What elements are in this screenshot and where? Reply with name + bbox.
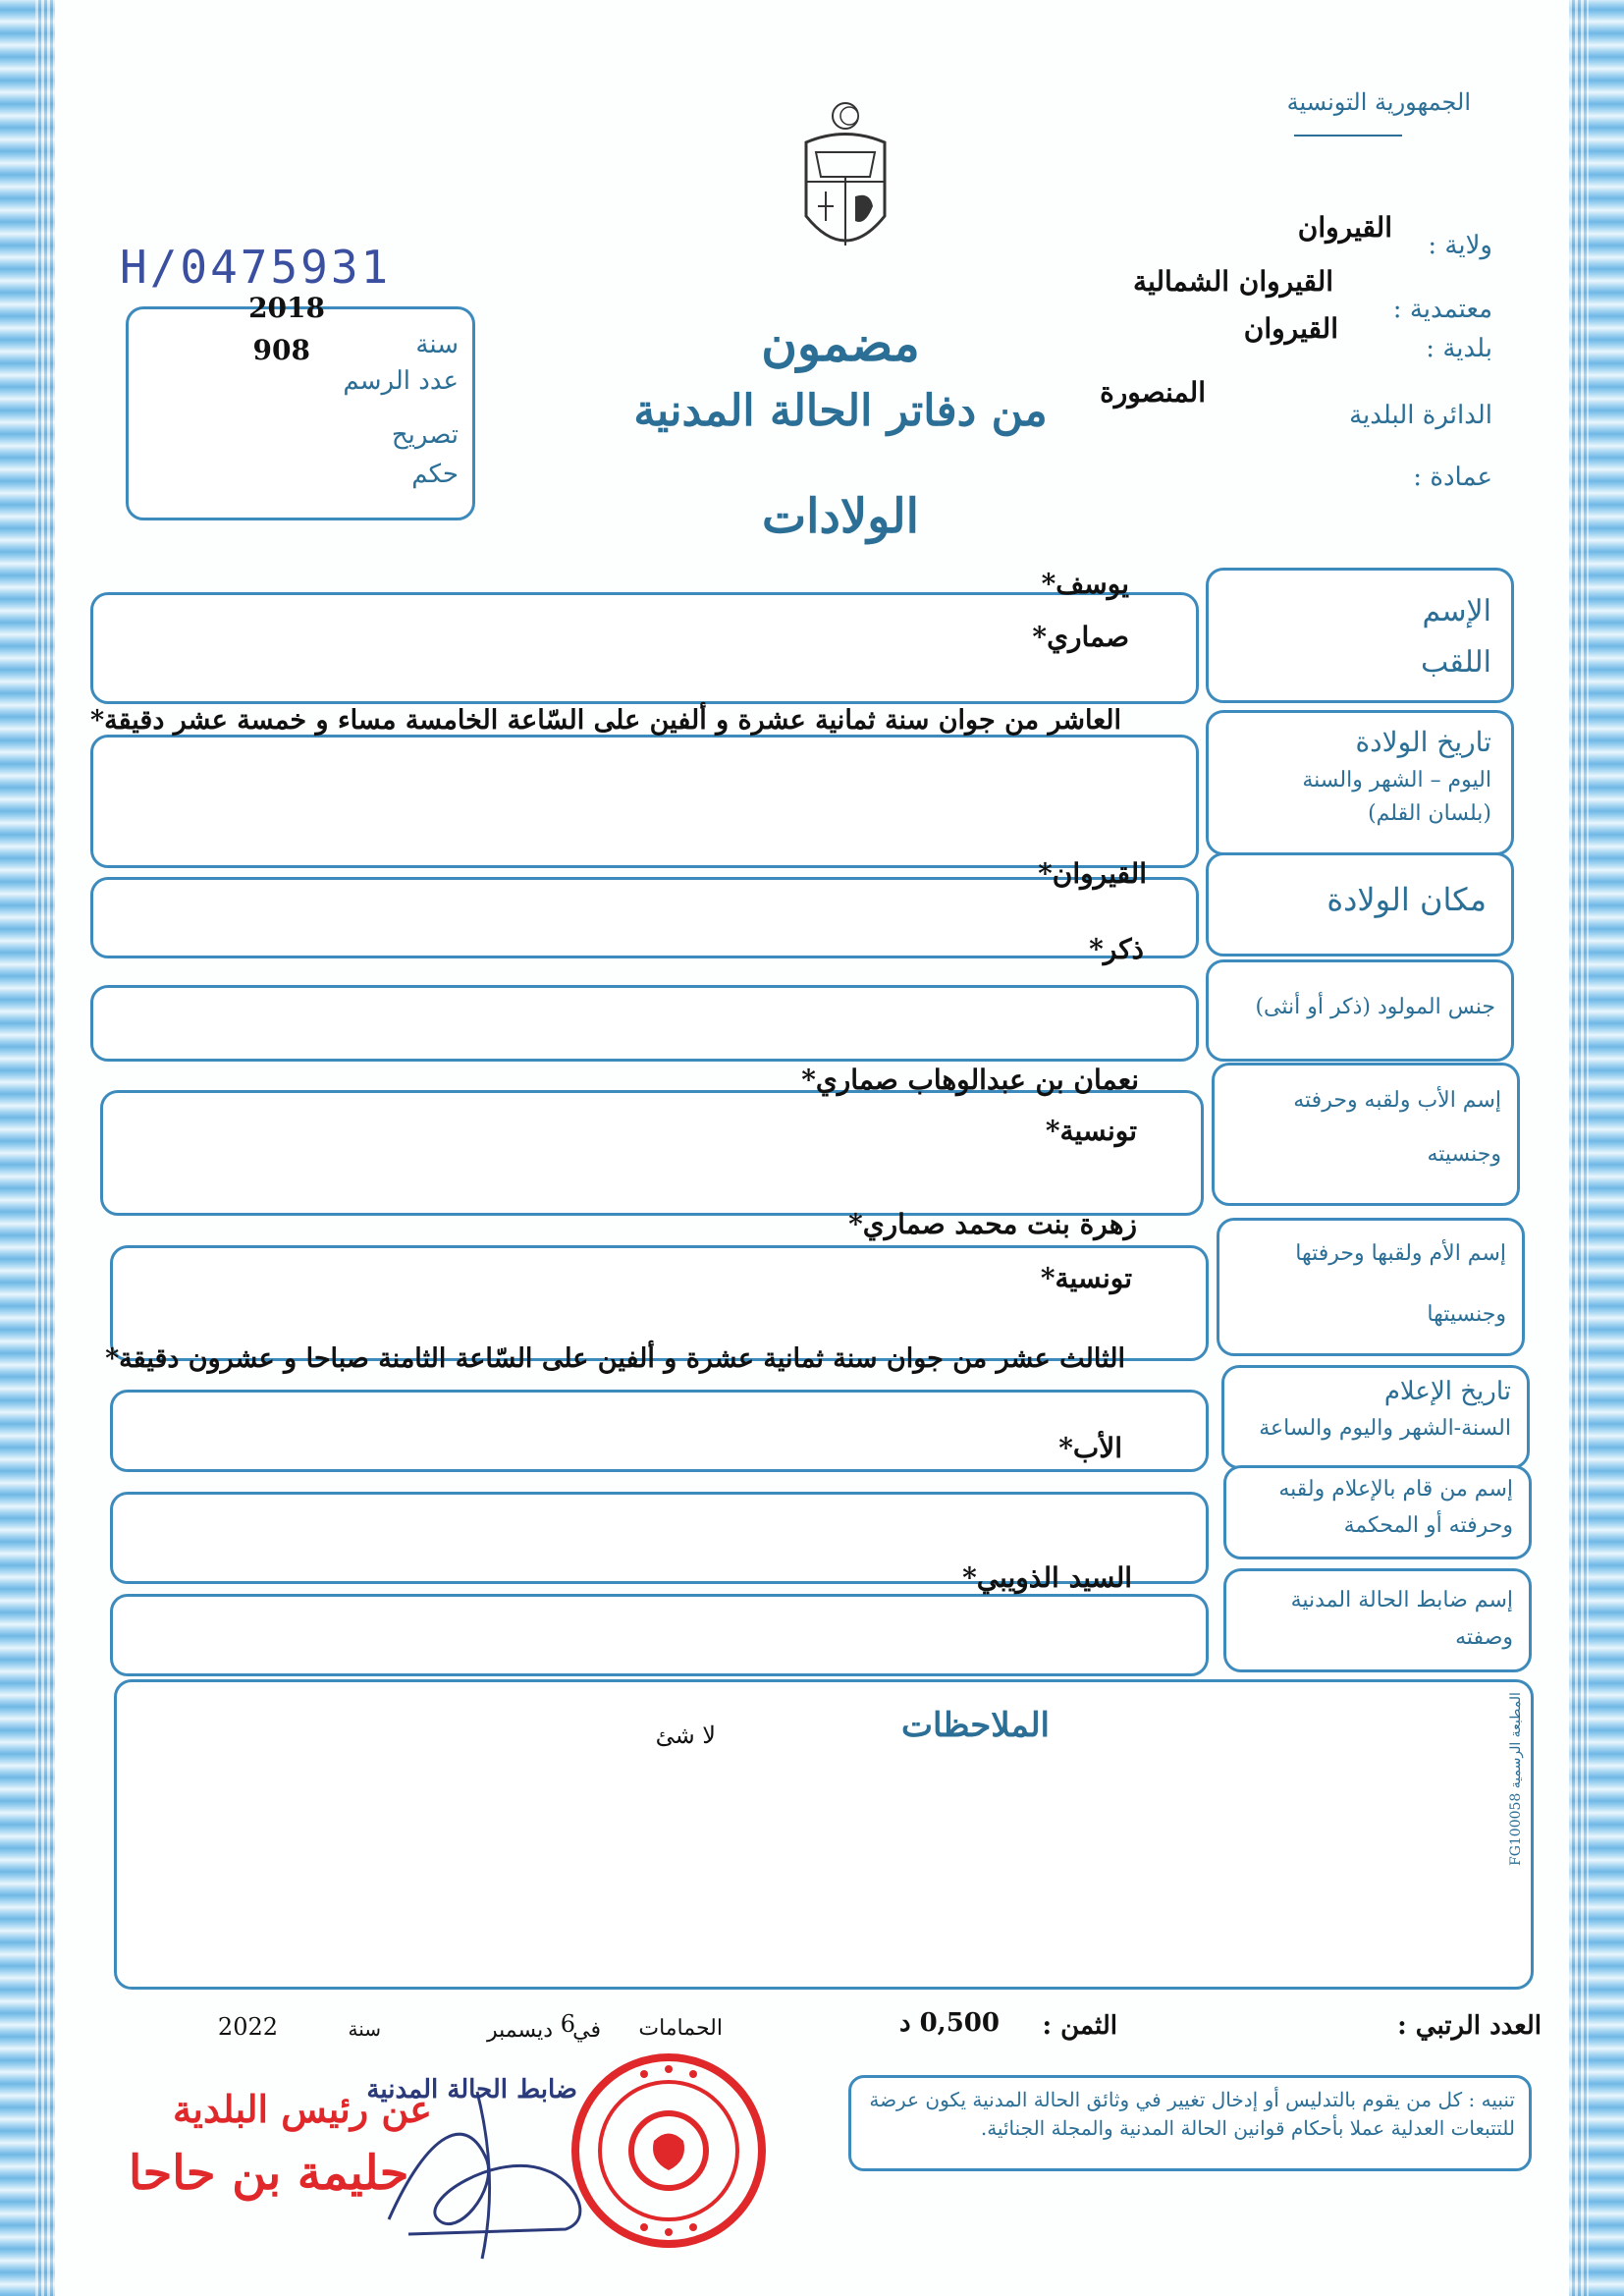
declarant-value: الأب* xyxy=(1058,1432,1122,1464)
declaration-date-label2: السنة-الشهر واليوم والساعة xyxy=(1259,1416,1511,1441)
birth-place-label: مكان الولادة xyxy=(1326,881,1487,918)
right-security-border xyxy=(1569,0,1624,2296)
declaration-date-label1: تاريخ الإعلام xyxy=(1383,1377,1511,1406)
section-title: الولادات xyxy=(761,489,920,544)
officer-label1: إسم ضابط الحالة المدنية xyxy=(1290,1588,1513,1613)
sex-value: ذكر* xyxy=(1089,933,1144,965)
surname-label: اللقب xyxy=(1420,645,1491,680)
mother-label-box xyxy=(1217,1218,1525,1356)
birth-date-label-box xyxy=(1206,710,1514,855)
year-label: سنة xyxy=(348,2017,381,2041)
notes-value: لا شئ xyxy=(655,1722,716,1749)
father-value-box xyxy=(100,1090,1204,1216)
record-box xyxy=(126,292,475,520)
official-seal-icon xyxy=(566,2048,772,2254)
record-year-value: 2018 xyxy=(248,292,325,324)
mother-label2: وجنسيتها xyxy=(1427,1302,1506,1327)
left-security-border xyxy=(0,0,55,2296)
date-month: ديسمبر xyxy=(486,2018,553,2043)
name-value: يوسف* xyxy=(1041,568,1129,600)
serial-number: H/0475931 xyxy=(120,241,392,294)
date-day: 6 xyxy=(560,2010,575,2038)
declarant-label-box xyxy=(1223,1465,1532,1559)
declaration-date-value-box xyxy=(110,1390,1209,1472)
name-label-box xyxy=(1206,568,1514,703)
mother-name-value: زهرة بنت محمد صماري* xyxy=(848,1208,1137,1240)
declarant-label1: إسم من قام بالإعلام ولقبه xyxy=(1278,1477,1513,1502)
officer-value-box xyxy=(110,1594,1209,1676)
birth-place-label-box xyxy=(1206,852,1514,957)
officer-label2: وصفته xyxy=(1455,1625,1513,1650)
daira-value: المنصورة xyxy=(1100,376,1206,409)
father-label2: وجنسيته xyxy=(1427,1142,1501,1167)
officer-label-box xyxy=(1223,1568,1532,1672)
birth-date-label1: تاريخ الولادة xyxy=(1355,726,1491,758)
birth-place-value-box xyxy=(90,877,1199,958)
notice-text: تنبيه : كل من يقوم بالتدليس أو إدخال تغيير في وثائق الحالة المدنية يكون عرضة للتتبعات العدلية عملا بأحكام قوانين الحالة المدنية والمجلة الجنائية. xyxy=(869,2088,1515,2140)
birth-date-value-box xyxy=(90,735,1199,868)
birth-date-value: العاشر من جوان سنة ثمانية عشرة و ألفين على السّاعة الخامسة مساء و خمسة عشر دقيقة* xyxy=(90,705,1121,736)
notes-box xyxy=(114,1679,1534,1990)
title-line2: من دفاتر الحالة المدنية xyxy=(633,386,1048,436)
stamp-line1: عن رئيس البلدية xyxy=(173,2087,432,2131)
mother-nationality-value: تونسية* xyxy=(1040,1262,1132,1294)
sex-label: جنس المولود (ذكر أو أنثى) xyxy=(1255,995,1495,1019)
name-label: الإسم xyxy=(1422,594,1491,629)
baladiya-value: القيروان xyxy=(1243,312,1338,345)
wilaya-label: ولاية : xyxy=(1428,231,1492,260)
coat-of-arms-icon xyxy=(786,98,904,270)
mother-label1: إسم الأم ولقبها وحرفتها xyxy=(1295,1241,1506,1266)
birth-date-label2: اليوم – الشهر والسنة xyxy=(1302,768,1491,793)
notes-label: الملاحظات xyxy=(900,1706,1050,1745)
father-label-box xyxy=(1212,1063,1520,1206)
daira-label: الدائرة البلدية xyxy=(1349,401,1492,430)
father-nationality-value: تونسية* xyxy=(1045,1115,1137,1147)
sex-value-box xyxy=(90,985,1199,1062)
printer-mark: المطبعة الرسمية FG100058 xyxy=(1508,1692,1524,1866)
certificate-page xyxy=(55,0,1569,2296)
record-number-value: 908 xyxy=(252,334,310,366)
motamadiya-value: القيروان الشمالية xyxy=(1133,265,1333,298)
republic-label: الجمهورية التونسية xyxy=(1286,88,1471,116)
birth-date-label3: (بلسان القلم) xyxy=(1368,801,1491,826)
officer-title: ضابط الحالة المدنية xyxy=(366,2075,577,2105)
price-label: الثمن : xyxy=(1042,2011,1117,2041)
date-prefix: في xyxy=(572,2018,601,2043)
place-label: الحمامات xyxy=(638,2016,723,2041)
judgment-label: حكم xyxy=(411,460,459,489)
record-number-label: عدد الرسم xyxy=(343,366,459,396)
wilaya-value: القيروان xyxy=(1297,211,1392,244)
declaration-label: تصريح xyxy=(391,420,459,450)
birth-place-value: القيروان* xyxy=(1038,857,1147,890)
father-name-value: نعمان بن عبدالوهاب صماري* xyxy=(801,1064,1139,1096)
surname-value: صماري* xyxy=(1032,621,1129,653)
stamp-line2: حليمة بن حاحا xyxy=(129,2146,409,2201)
declaration-date-value: الثالث عشر من جوان سنة ثمانية عشرة و ألفين على السّاعة الثامنة صباحا و عشرون دقيقة* xyxy=(105,1343,1125,1374)
baladiya-label: بلدية : xyxy=(1426,334,1492,363)
year-value: 2022 xyxy=(217,2013,278,2041)
imada-label: عمادة : xyxy=(1413,463,1492,492)
record-year-label: سنة xyxy=(415,330,459,359)
declarant-label2: وحرفته أو المحكمة xyxy=(1343,1513,1513,1538)
republic-underline xyxy=(1294,135,1402,137)
price-value: 0,500 د xyxy=(898,2008,1000,2038)
sex-label-box xyxy=(1206,959,1514,1062)
notice-box xyxy=(848,2075,1532,2171)
motamadiya-label: معتمدية : xyxy=(1392,295,1492,324)
father-label1: إسم الأب ولقبه وحرفته xyxy=(1293,1088,1501,1113)
title-line1: مضمون xyxy=(761,314,920,372)
ordinal-label: العدد الرتبي : xyxy=(1397,2011,1542,2041)
declaration-date-label-box xyxy=(1221,1365,1530,1469)
officer-value: السيد الذويبي* xyxy=(962,1561,1132,1594)
